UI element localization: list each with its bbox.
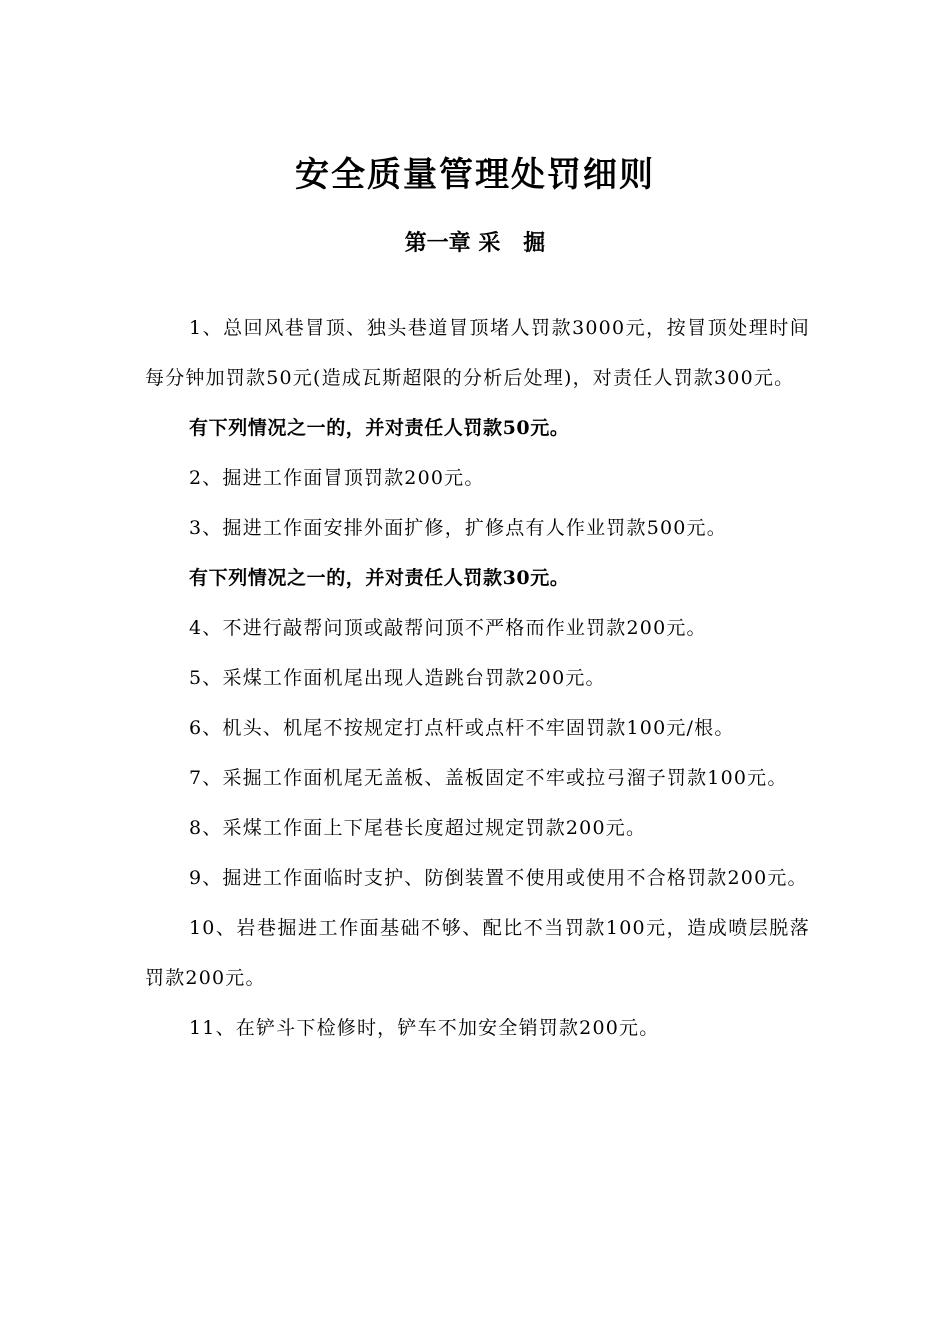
document-body bbox=[145, 303, 810, 1053]
rule-item-9: 9、掘进工作面临时支护、防倒装置不使用或使用不合格罚款200元。 bbox=[189, 867, 808, 889]
rule-item-3: 3、掘进工作面安排外面扩修，扩修点有人作业罚款500元。 bbox=[189, 517, 727, 539]
rule-item-7: 7、采掘工作面机尾无盖板、盖板固定不牢或拉弓溜子罚款100元。 bbox=[189, 767, 788, 789]
chapter-title: 第一章 采 掘 bbox=[404, 230, 546, 257]
rule-item-2: 2、掘进工作面冒顶罚款200元。 bbox=[189, 467, 485, 489]
rule-item-1: 1、总回风巷冒顶、独头巷道冒顶堵人罚款3000元，按冒顶处理时间每分钟加罚款50元(造成瓦斯超限的分析后处理)，对责任人罚款300元。 bbox=[145, 317, 810, 389]
rule-item-4: 4、不进行敲帮问顶或敲帮问顶不严格而作业罚款200元。 bbox=[189, 617, 707, 639]
rule-item-8: 8、采煤工作面上下尾巷长度超过规定罚款200元。 bbox=[189, 817, 647, 839]
penalty-group-heading-30: 有下列情况之一的，并对责任人罚款30元。 bbox=[189, 567, 570, 589]
rule-item-6: 6、机头、机尾不按规定打点杆或点杆不牢固罚款100元/根。 bbox=[189, 717, 735, 739]
penalty-group-heading-50: 有下列情况之一的，并对责任人罚款50元。 bbox=[189, 417, 570, 439]
rule-item-11: 11、在铲斗下检修时，铲车不加安全销罚款200元。 bbox=[189, 1017, 660, 1039]
document-title: 安全质量管理处罚细则 bbox=[295, 154, 655, 195]
rule-item-5: 5、采煤工作面机尾出现人造跳台罚款200元。 bbox=[189, 667, 606, 689]
rule-item-10: 10、岩巷掘进工作面基础不够、配比不当罚款100元，造成喷层脱落罚款200元。 bbox=[145, 917, 810, 989]
